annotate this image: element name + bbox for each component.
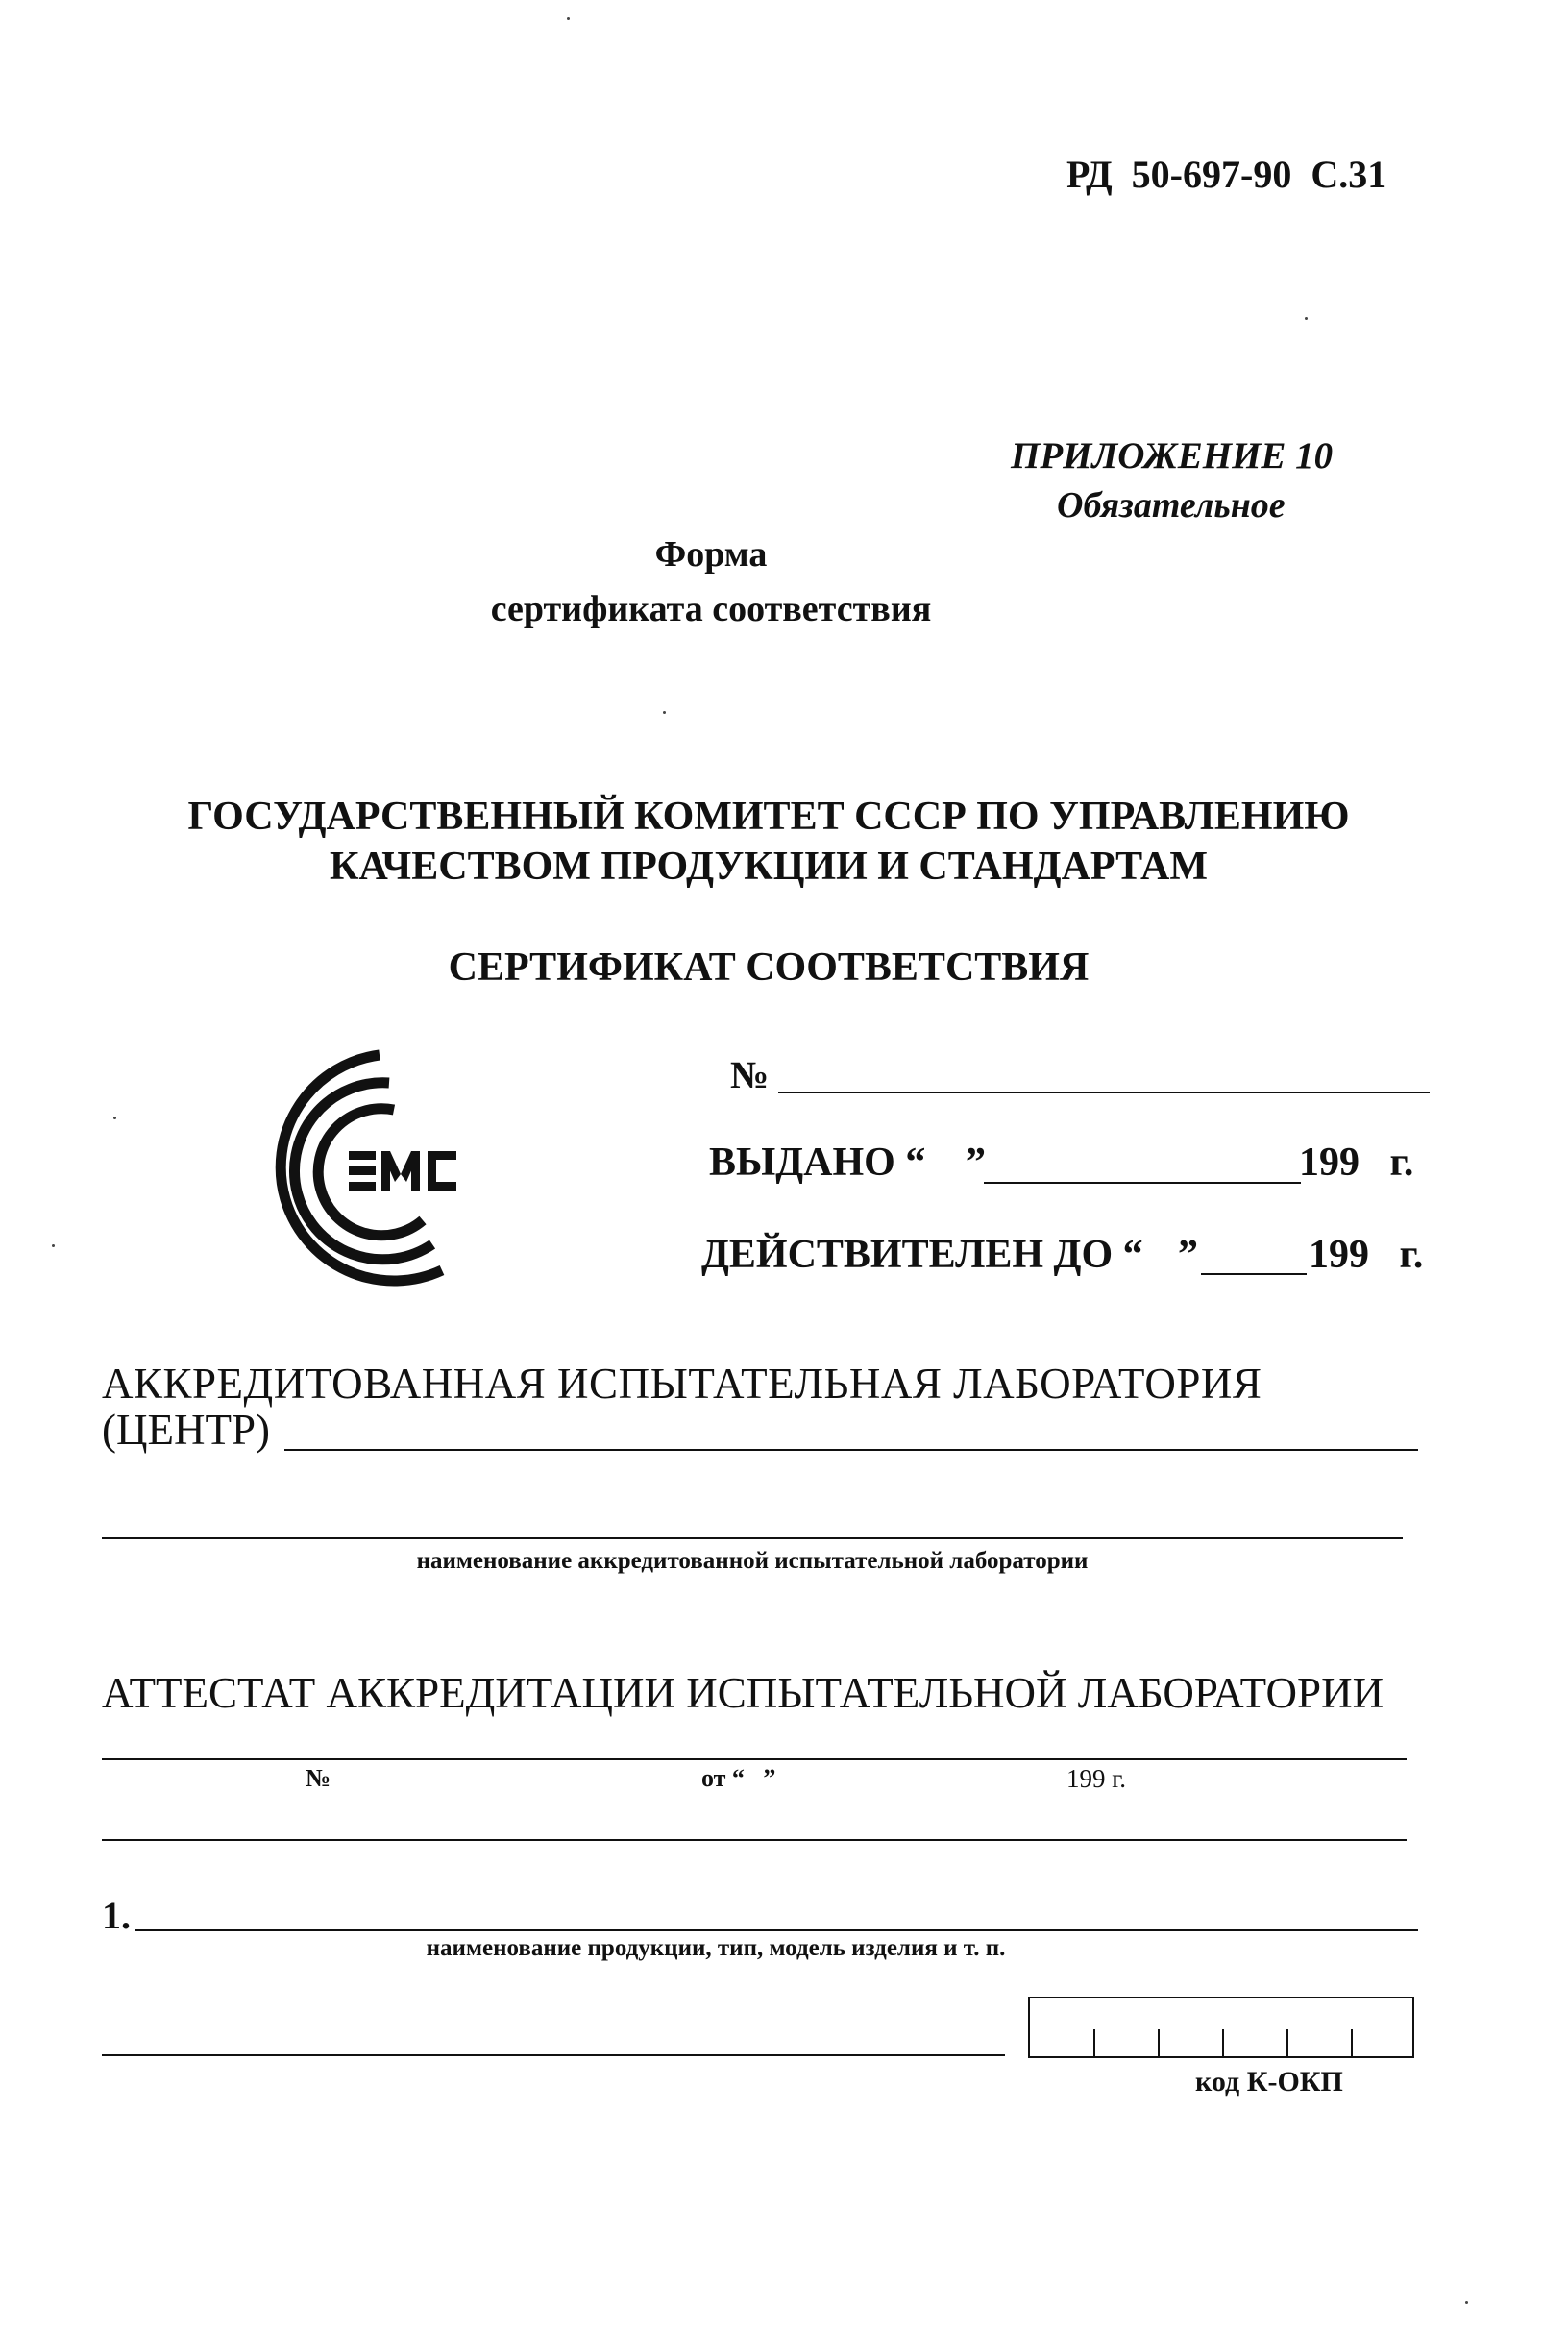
product-name-line2[interactable] bbox=[102, 2054, 1005, 2056]
form-caption-line1: Форма bbox=[654, 534, 768, 575]
product-caption: наименование продукции, тип, модель изделия и т. п. bbox=[426, 1935, 1006, 1961]
scan-speck bbox=[52, 1244, 55, 1247]
product-name-line[interactable] bbox=[135, 1929, 1418, 1931]
issued-label: ВЫДАНО “ bbox=[709, 1141, 926, 1185]
attestat-line-bottom[interactable] bbox=[102, 1839, 1407, 1841]
laboratory-name-line1[interactable] bbox=[284, 1449, 1418, 1451]
committee-line2: КАЧЕСТВОМ ПРОДУКЦИИ И СТАНДАРТАМ bbox=[330, 845, 1208, 889]
attestat-line-top[interactable] bbox=[102, 1758, 1407, 1760]
valid-until-label: ДЕЙСТВИТЕЛЕН ДО “ bbox=[701, 1233, 1143, 1277]
certification-logo bbox=[255, 1047, 466, 1288]
okp-cell-divider bbox=[1222, 2029, 1224, 2056]
valid-until-year: 199 г. bbox=[1309, 1233, 1424, 1277]
document-reference: РД 50-697-90 С.31 bbox=[1066, 153, 1387, 196]
certificate-title: СЕРТИФИКАТ СООТВЕТСТВИЯ bbox=[448, 945, 1090, 990]
laboratory-heading-line2: (ЦЕНТР) bbox=[102, 1406, 270, 1454]
certificate-number-line[interactable] bbox=[778, 1092, 1430, 1093]
attestat-date-label: от “ ” bbox=[701, 1764, 776, 1792]
appendix-status: Обязательное bbox=[1057, 485, 1286, 526]
laboratory-name-line2[interactable] bbox=[102, 1537, 1403, 1539]
okp-cell-divider bbox=[1351, 2029, 1353, 2056]
attestat-year-label: 199 г. bbox=[1066, 1764, 1127, 1793]
attestat-number-label: № bbox=[306, 1764, 331, 1792]
issued-quote-close: ” bbox=[966, 1141, 986, 1185]
valid-until-date-line[interactable] bbox=[1201, 1273, 1307, 1275]
okp-code-label: код К-ОКП bbox=[1195, 2066, 1343, 2098]
scan-speck bbox=[113, 1117, 116, 1119]
attestat-heading: АТТЕСТАТ АККРЕДИТАЦИИ ИСПЫТАТЕЛЬНОЙ ЛАБОРАТОРИИ bbox=[102, 1669, 1384, 1717]
laboratory-heading-line1: АККРЕДИТОВАННАЯ ИСПЫТАТЕЛЬНАЯ ЛАБОРАТОРИЯ bbox=[102, 1360, 1262, 1408]
okp-cell-divider bbox=[1093, 2029, 1095, 2056]
scan-speck bbox=[1465, 2301, 1468, 2304]
certificate-number-label: № bbox=[730, 1053, 770, 1096]
valid-until-quote-close: ” bbox=[1178, 1233, 1198, 1277]
okp-cell-divider bbox=[1286, 2029, 1288, 2056]
gost-certification-mark-icon bbox=[255, 1047, 466, 1288]
scan-speck bbox=[663, 711, 666, 714]
committee-line1: ГОСУДАРСТВЕННЫЙ КОМИТЕТ СССР ПО УПРАВЛЕНИЮ bbox=[187, 795, 1350, 839]
issued-year: 199 г. bbox=[1299, 1141, 1414, 1185]
laboratory-caption: наименование аккредитованной испытательной лаборатории bbox=[416, 1548, 1089, 1574]
scan-speck bbox=[567, 17, 570, 20]
scan-speck bbox=[1305, 317, 1308, 320]
product-item-number: 1. bbox=[102, 1894, 131, 1937]
appendix-title: ПРИЛОЖЕНИЕ 10 bbox=[1011, 435, 1334, 477]
okp-code-box[interactable] bbox=[1028, 1997, 1414, 2058]
okp-cell-divider bbox=[1158, 2029, 1160, 2056]
form-caption-line2: сертификата соответствия bbox=[490, 589, 932, 629]
issued-date-line[interactable] bbox=[984, 1182, 1301, 1184]
